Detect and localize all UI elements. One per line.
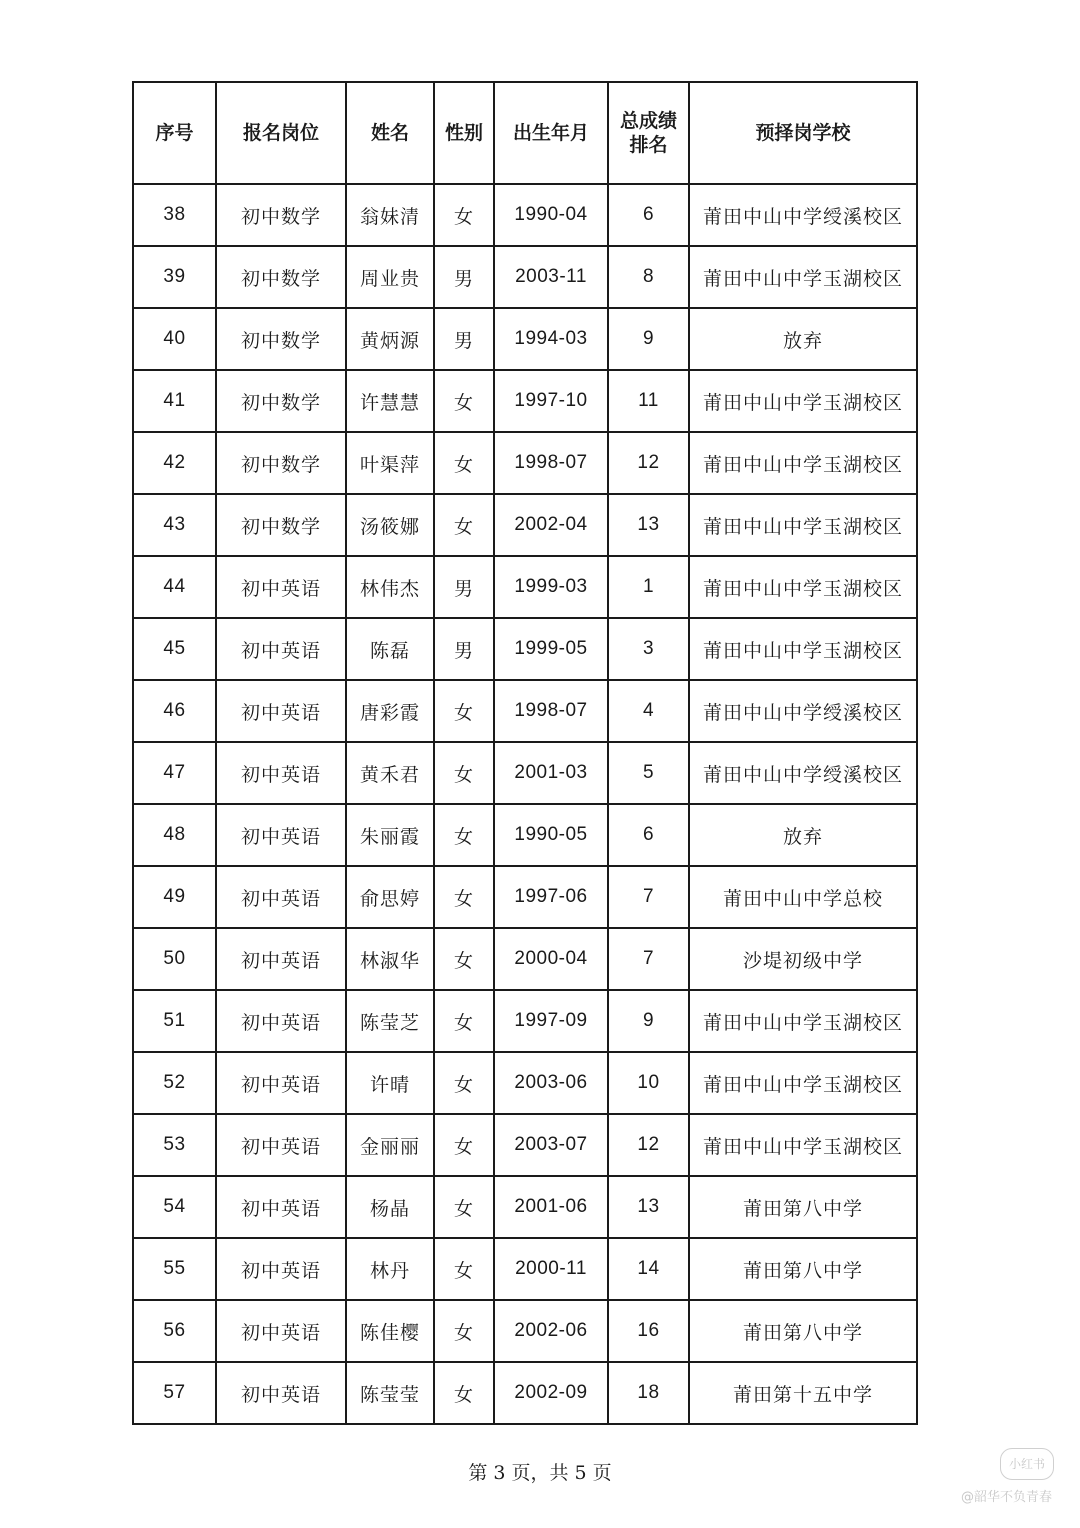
cell-birth: 2003-07: [494, 1114, 608, 1176]
cell-name: 黄禾君: [346, 742, 434, 804]
cell-position: 初中数学: [216, 370, 346, 432]
cell-seq: 41: [133, 370, 216, 432]
cell-school: 莆田中山中学玉湖校区: [689, 370, 917, 432]
cell-seq: 39: [133, 246, 216, 308]
cell-gender: 男: [434, 308, 494, 370]
cell-school: 莆田中山中学绶溪校区: [689, 680, 917, 742]
cell-position: 初中数学: [216, 308, 346, 370]
cell-school: 莆田中山中学玉湖校区: [689, 494, 917, 556]
header-name: 姓名: [346, 82, 434, 184]
cell-birth: 2000-04: [494, 928, 608, 990]
cell-rank: 11: [608, 370, 689, 432]
cell-seq: 40: [133, 308, 216, 370]
roster-table: [132, 81, 918, 1425]
cell-birth: 1998-07: [494, 432, 608, 494]
cell-birth: 1994-03: [494, 308, 608, 370]
cell-school: 莆田中山中学总校: [689, 866, 917, 928]
cell-name: 陈磊: [346, 618, 434, 680]
cell-birth: 2001-06: [494, 1176, 608, 1238]
cell-birth: 2001-03: [494, 742, 608, 804]
cell-rank: 10: [608, 1052, 689, 1114]
cell-position: 初中英语: [216, 680, 346, 742]
cell-gender: 男: [434, 246, 494, 308]
cell-school: 莆田第八中学: [689, 1238, 917, 1300]
cell-school: 沙堤初级中学: [689, 928, 917, 990]
cell-seq: 47: [133, 742, 216, 804]
page-footer: 第 3 页，共 5 页: [468, 1462, 612, 1484]
table-header-row: [133, 82, 917, 184]
cell-seq: 48: [133, 804, 216, 866]
cell-rank: 13: [608, 1176, 689, 1238]
cell-rank: 8: [608, 246, 689, 308]
cell-rank: 3: [608, 618, 689, 680]
cell-gender: 女: [434, 742, 494, 804]
cell-seq: 57: [133, 1362, 216, 1424]
cell-name: 许慧慧: [346, 370, 434, 432]
table-row: [133, 1362, 917, 1424]
cell-birth: 1997-10: [494, 370, 608, 432]
cell-rank: 12: [608, 432, 689, 494]
table-row: [133, 866, 917, 928]
cell-school: 莆田中山中学玉湖校区: [689, 246, 917, 308]
cell-position: 初中英语: [216, 1114, 346, 1176]
header-seq: 序号: [133, 82, 216, 184]
cell-rank: 7: [608, 928, 689, 990]
watermark-text: @韶华不负青春: [960, 1490, 1052, 1505]
cell-birth: 1990-05: [494, 804, 608, 866]
cell-name: 陈佳樱: [346, 1300, 434, 1362]
cell-name: 翁妹清: [346, 184, 434, 246]
cell-school: 莆田第八中学: [689, 1300, 917, 1362]
cell-seq: 50: [133, 928, 216, 990]
table-row: [133, 680, 917, 742]
cell-name: 林伟杰: [346, 556, 434, 618]
cell-position: 初中英语: [216, 928, 346, 990]
cell-school: 放弃: [689, 804, 917, 866]
header-rank-line2: 排名: [629, 134, 668, 156]
table-row: [133, 1114, 917, 1176]
table-row: [133, 1176, 917, 1238]
cell-school: 莆田第八中学: [689, 1176, 917, 1238]
cell-school: 莆田中山中学玉湖校区: [689, 432, 917, 494]
table-body: [133, 184, 917, 1424]
cell-seq: 54: [133, 1176, 216, 1238]
cell-name: 叶渠萍: [346, 432, 434, 494]
cell-seq: 46: [133, 680, 216, 742]
table-row: [133, 1238, 917, 1300]
header-school: 预择岗学校: [689, 82, 917, 184]
cell-rank: 7: [608, 866, 689, 928]
cell-seq: 51: [133, 990, 216, 1052]
cell-gender: 女: [434, 804, 494, 866]
cell-birth: 1990-04: [494, 184, 608, 246]
cell-rank: 1: [608, 556, 689, 618]
table-row: [133, 1052, 917, 1114]
cell-gender: 女: [434, 432, 494, 494]
cell-rank: 18: [608, 1362, 689, 1424]
cell-position: 初中英语: [216, 742, 346, 804]
cell-position: 初中数学: [216, 184, 346, 246]
cell-school: 莆田中山中学玉湖校区: [689, 990, 917, 1052]
cell-name: 陈莹莹: [346, 1362, 434, 1424]
cell-school: 莆田中山中学玉湖校区: [689, 618, 917, 680]
cell-gender: 女: [434, 928, 494, 990]
cell-name: 金丽丽: [346, 1114, 434, 1176]
cell-seq: 53: [133, 1114, 216, 1176]
cell-rank: 16: [608, 1300, 689, 1362]
cell-gender: 女: [434, 1238, 494, 1300]
cell-gender: 男: [434, 556, 494, 618]
cell-rank: 13: [608, 494, 689, 556]
cell-school: 莆田中山中学绶溪校区: [689, 184, 917, 246]
cell-gender: 女: [434, 1114, 494, 1176]
cell-rank: 12: [608, 1114, 689, 1176]
header-rank: [608, 82, 689, 184]
table-row: [133, 556, 917, 618]
cell-name: 朱丽霞: [346, 804, 434, 866]
cell-gender: 女: [434, 184, 494, 246]
cell-birth: 1999-05: [494, 618, 608, 680]
cell-birth: 2002-09: [494, 1362, 608, 1424]
cell-rank: 6: [608, 804, 689, 866]
cell-name: 陈莹芝: [346, 990, 434, 1052]
header-gender: 性别: [434, 82, 494, 184]
cell-school: 莆田中山中学玉湖校区: [689, 1052, 917, 1114]
cell-gender: 女: [434, 1052, 494, 1114]
cell-gender: 男: [434, 618, 494, 680]
table-row: [133, 928, 917, 990]
cell-name: 杨晶: [346, 1176, 434, 1238]
cell-gender: 女: [434, 1362, 494, 1424]
cell-birth: 2003-06: [494, 1052, 608, 1114]
cell-birth: 2002-06: [494, 1300, 608, 1362]
cell-name: 黄炳源: [346, 308, 434, 370]
cell-birth: 1998-07: [494, 680, 608, 742]
cell-position: 初中英语: [216, 1362, 346, 1424]
cell-gender: 女: [434, 680, 494, 742]
cell-position: 初中英语: [216, 618, 346, 680]
cell-position: 初中英语: [216, 1238, 346, 1300]
cell-school: 放弃: [689, 308, 917, 370]
cell-seq: 56: [133, 1300, 216, 1362]
cell-birth: 2002-04: [494, 494, 608, 556]
cell-rank: 4: [608, 680, 689, 742]
cell-position: 初中数学: [216, 494, 346, 556]
cell-birth: 2000-11: [494, 1238, 608, 1300]
table-row: [133, 494, 917, 556]
table-row: [133, 990, 917, 1052]
cell-seq: 38: [133, 184, 216, 246]
table-row: [133, 308, 917, 370]
cell-seq: 52: [133, 1052, 216, 1114]
cell-rank: 14: [608, 1238, 689, 1300]
cell-gender: 女: [434, 370, 494, 432]
cell-position: 初中英语: [216, 1176, 346, 1238]
cell-school: 莆田中山中学玉湖校区: [689, 1114, 917, 1176]
cell-school: 莆田中山中学玉湖校区: [689, 556, 917, 618]
table-row: [133, 804, 917, 866]
cell-gender: 女: [434, 1176, 494, 1238]
cell-position: 初中数学: [216, 432, 346, 494]
cell-position: 初中英语: [216, 990, 346, 1052]
cell-birth: 2003-11: [494, 246, 608, 308]
cell-gender: 女: [434, 494, 494, 556]
table-row: [133, 246, 917, 308]
cell-seq: 45: [133, 618, 216, 680]
cell-name: 许晴: [346, 1052, 434, 1114]
cell-gender: 女: [434, 1300, 494, 1362]
cell-rank: 9: [608, 990, 689, 1052]
cell-name: 林淑华: [346, 928, 434, 990]
cell-school: 莆田第十五中学: [689, 1362, 917, 1424]
table-row: [133, 184, 917, 246]
cell-gender: 女: [434, 990, 494, 1052]
cell-position: 初中英语: [216, 1052, 346, 1114]
cell-position: 初中英语: [216, 866, 346, 928]
cell-seq: 49: [133, 866, 216, 928]
cell-name: 周业贵: [346, 246, 434, 308]
cell-rank: 9: [608, 308, 689, 370]
cell-rank: 6: [608, 184, 689, 246]
cell-gender: 女: [434, 866, 494, 928]
cell-seq: 55: [133, 1238, 216, 1300]
cell-birth: 1999-03: [494, 556, 608, 618]
cell-name: 林丹: [346, 1238, 434, 1300]
table-row: [133, 1300, 917, 1362]
cell-position: 初中英语: [216, 1300, 346, 1362]
table-row: [133, 742, 917, 804]
cell-birth: 1997-09: [494, 990, 608, 1052]
table-row: [133, 432, 917, 494]
header-rank-line1: 总成绩: [619, 110, 677, 132]
header-position: 报名岗位: [216, 82, 346, 184]
header-birth: 出生年月: [494, 82, 608, 184]
cell-position: 初中数学: [216, 246, 346, 308]
cell-seq: 42: [133, 432, 216, 494]
cell-school: 莆田中山中学绶溪校区: [689, 742, 917, 804]
cell-position: 初中英语: [216, 556, 346, 618]
cell-name: 俞思婷: [346, 866, 434, 928]
cell-rank: 5: [608, 742, 689, 804]
cell-seq: 44: [133, 556, 216, 618]
cell-name: 唐彩霞: [346, 680, 434, 742]
cell-birth: 1997-06: [494, 866, 608, 928]
cell-name: 汤筱娜: [346, 494, 434, 556]
watermark-logo: 小红书: [1000, 1448, 1054, 1480]
table-row: [133, 370, 917, 432]
table-row: [133, 618, 917, 680]
cell-seq: 43: [133, 494, 216, 556]
cell-position: 初中英语: [216, 804, 346, 866]
